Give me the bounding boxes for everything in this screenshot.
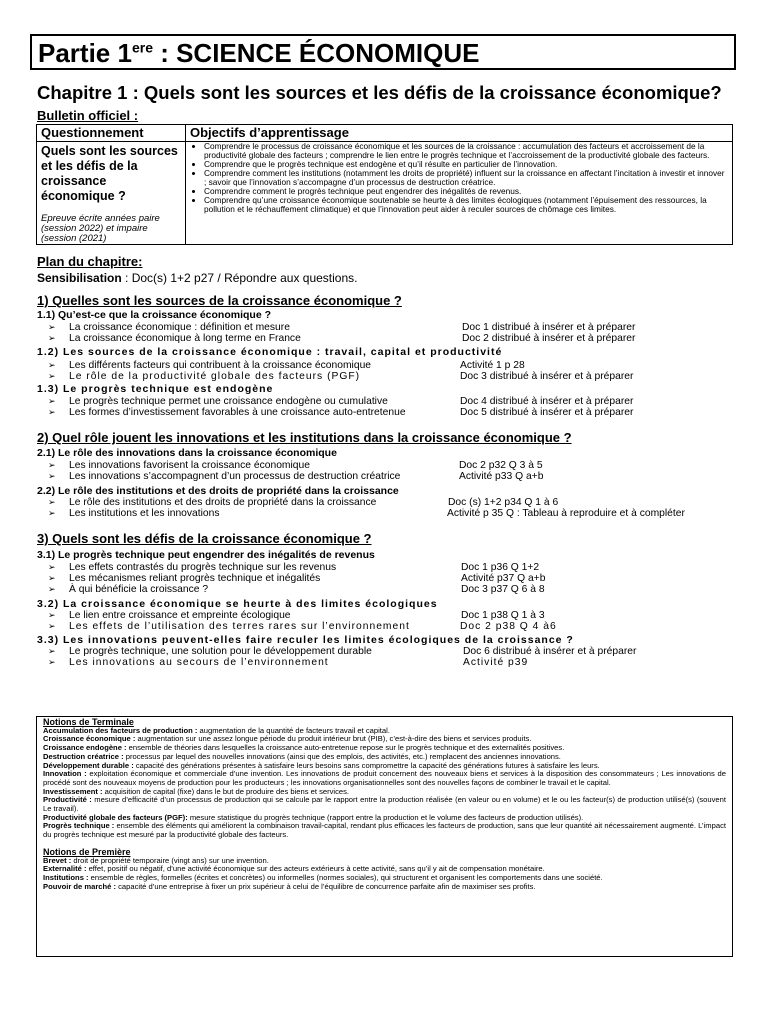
sensibilisation: Sensibilisation : Doc(s) 1+2 p27 / Répondre aux questions. [37, 271, 358, 285]
section-2-title: 2) Quel rôle jouent les innovations et les institutions dans la croissance économique ? [37, 430, 572, 445]
objectives-list [190, 142, 728, 216]
notion-entry: Investissement : acquisition de capital (fixe) dans le but de produire des biens et services. [43, 786, 350, 796]
question-cell [37, 142, 186, 245]
question-note: Epreuve écrite années paire (session 2022) et impaire (session (2021) [41, 213, 160, 244]
table-header-questionnement: Questionnement [37, 125, 186, 142]
subsection-1-1-title: 1.1) Qu’est-ce que la croissance économique ? [37, 309, 271, 321]
objective-item: • Comprendre comment les institutions (notamment les droits de propriété) influent sur la croissance en affectant l’incitation à investir et innover ; savoir que l’innovation s’accompagne d’un processus de destruction créatrice. [204, 169, 728, 187]
notion-entry: Croissance endogène : ensemble de théories dans lesquelles la croissance auto-entretenue repose sur le progrès technique et des externalités positives. [43, 743, 565, 753]
notion-entry: Productivité : mesure d’efficacité d’un processus de production qui se calcule par le rapport entre la production réalisée (en valeur ou en volume) et le ou les facteur(s) de production utilisé(s) (souvent Le travail). [43, 795, 726, 814]
subsection-3-2-title: 3.2) La croissance économique se heurte à des limites écologiques [37, 598, 438, 610]
plan-label: Plan du chapitre: [37, 254, 143, 269]
subsection-3-3-title: 3.3) Les innovations peuvent-elles faire reculer les limites écologiques de la croissance ? [37, 634, 574, 646]
notion-entry: Externalité : effet, positif ou négatif, d’une activité économique sur des acteurs extérieurs à cette activité, sans qu’il y ait de compensation monétaire. [43, 864, 545, 874]
subsection-3-1-title: 3.1) Le progrès technique peut engendrer des inégalités de revenus [37, 549, 375, 561]
objectives-cell [186, 142, 733, 245]
notion-entry: Progrès technique : ensemble des éléments qui améliorent la combinaison travail-capital, rendant plus efficaces les facteurs de production, sans que leur quantité ait nécessairement augmenté. L’impact du progrès technique est mesuré par la productivité globale des facteurs. [43, 821, 726, 840]
notion-entry: Développement durable : capacité des générations présentes à satisfaire leurs besoins sans compromettre la capacité des générations futures à satisfaire les leurs. [43, 760, 600, 770]
section-1-title: 1) Quelles sont les sources de la croissance économique ? [37, 293, 402, 308]
notion-entry: Accumulation des facteurs de production : augmentation de la quantité de facteurs travail et capital. [43, 725, 390, 735]
subsection-2-2-title: 2.2) Le rôle des institutions et des droits de propriété dans la croissance [37, 485, 399, 497]
notion-entry: Croissance économique : augmentation sur une assez longue période du produit intérieur brut (PIB), c’est-à-dire des biens et services produits. [43, 734, 532, 744]
notion-entry: Innovation : exploitation économique et commerciale d’une invention. Les innovations de produit concernent des nouveaux biens et services à la disposition des consommateurs ; Les innovations de procédé sont des nouveaux moyens de production pour les producteurs ; les innovations organisationnelles sont des nouvelles façons de combiner le travail et le capital. [43, 769, 727, 787]
section-3-title: 3) Quels sont les défis de la croissance économique ? [37, 531, 372, 546]
subsection-1-3-title: 1.3) Le progrès technique est endogène [37, 383, 274, 395]
notions-terminale-title: Notions de Terminale [43, 717, 134, 727]
bulletin-label: Bulletin officiel : [37, 108, 139, 123]
notion-entry: Institutions : ensemble de règles, formelles (écrites et concrètes) ou informelles (normes sociales), qui structurent et organisent les comportements dans une société. [43, 872, 603, 882]
notion-entry: Destruction créatrice : processus par lequel des nouvelles innovations (ainsi que des emplois, des activités, etc.) remplacent des anciennes innovations. [43, 751, 561, 761]
page-title-box [30, 34, 736, 70]
objective-item: • Comprendre qu’une croissance économique soutenable se heurte à des limites écologiques (notamment l’épuisement des ressources, la pollution et le réchauffement climatique) et que l’innovation peut aider à reculer sources de chômage ces limites. [204, 196, 728, 214]
notion-entry: Productivité globale des facteurs (PGF): mesure statistique du progrès technique (rapport entre la production et le volume des facteurs de production utilisés). [43, 812, 584, 822]
notion-entry: Pouvoir de marché : capacité d’une entreprise à fixer un prix supérieur à celui de l’équilibre de concurrence parfaite afin de maximiser ses profits. [43, 881, 536, 891]
notions-premiere-title: Notions de Première [43, 846, 131, 857]
notions-box [36, 716, 733, 957]
objective-item: • Comprendre le processus de croissance économique et les sources de la croissance : accumulation des facteurs et accroissement de la productivité globale des facteurs ; comprendre le lien entre le progrès technique et l’accroissement de la productivité globale des facteurs. [204, 142, 728, 160]
page-title: Partie 1ere : SCIENCE ÉCONOMIQUE [38, 38, 480, 68]
bulletin-table [36, 124, 733, 245]
question-text: Quels sont les sources et les défis de la croissance économique ? [41, 144, 178, 203]
objective-item: • Comprendre comment le progrès technique peut engendrer des inégalités de revenus. [204, 187, 728, 196]
objective-item: • Comprendre que le progrès technique est endogène et qu’il résulte en particulier de l’innovation. [204, 160, 728, 169]
subsection-1-2-title: 1.2) Les sources de la croissance économique : travail, capital et productivité [37, 346, 503, 358]
notion-entry: Brevet : droit de propriété temporaire (vingt ans) sur une invention. [43, 855, 269, 865]
table-header-objectifs: Objectifs d’apprentissage [186, 125, 733, 142]
chapter-title: Chapitre 1 : Quels sont les sources et les défis de la croissance économique? [37, 82, 722, 103]
subsection-2-1-title: 2.1) Le rôle des innovations dans la croissance économique [37, 447, 337, 459]
